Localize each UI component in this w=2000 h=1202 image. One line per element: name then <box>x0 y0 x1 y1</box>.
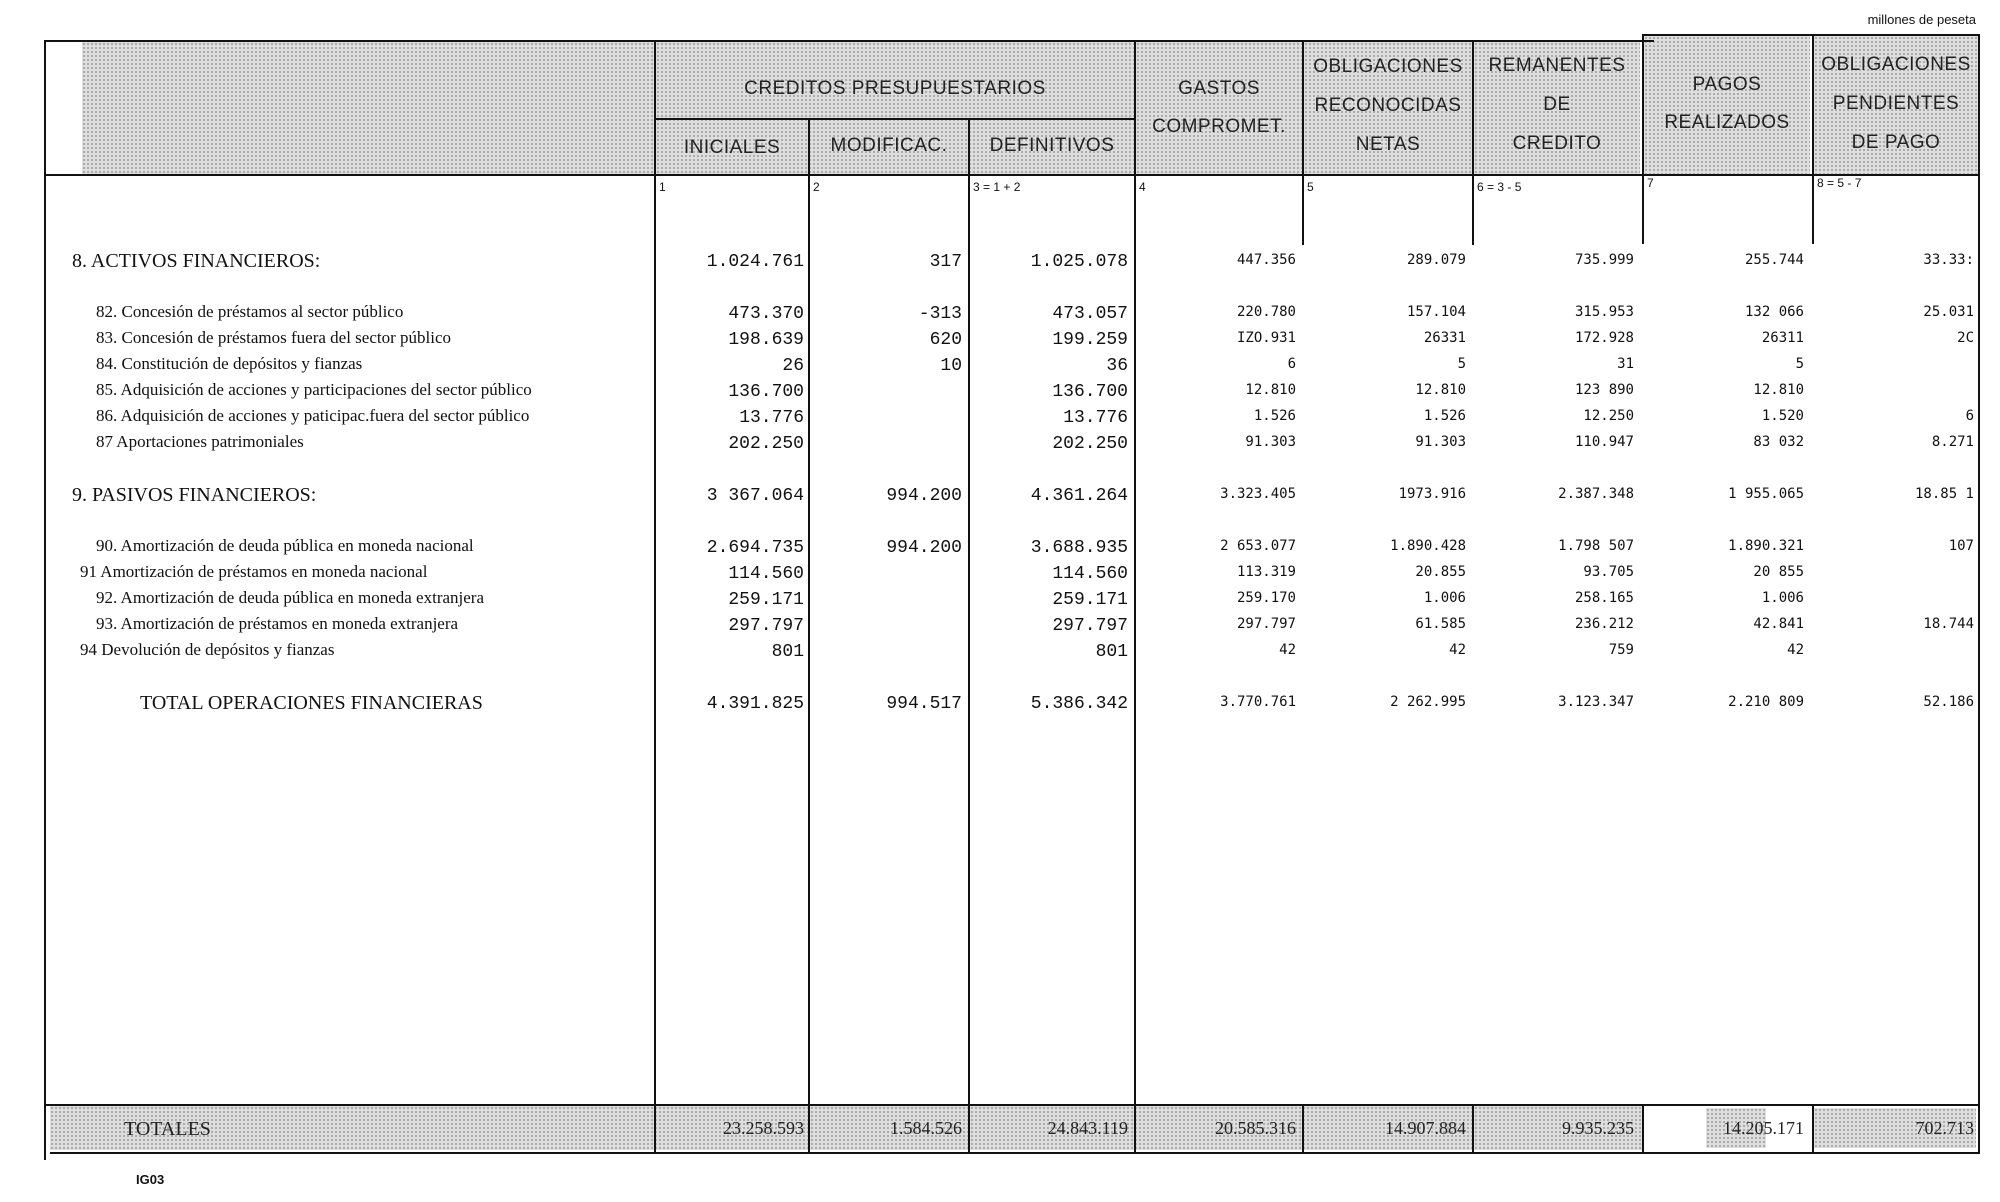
cell-col-4: 42 <box>1279 642 1296 658</box>
cell-col-2: 317 <box>929 252 962 272</box>
cell-col-7: 132 066 <box>1744 304 1804 320</box>
cell-col-3: 199.259 <box>1052 330 1128 350</box>
formula-col-5: 5 <box>1307 180 1314 194</box>
cell-col-4: 6 <box>1287 356 1296 372</box>
header-creditos-title: CREDITOS PRESUPUESTARIOS <box>744 78 1046 99</box>
cell-col-5: 157.104 <box>1406 304 1466 320</box>
cell-col-8: 107 <box>1948 538 1974 554</box>
row-label: 87 Aportaciones patrimoniales <box>96 432 304 451</box>
header-gastos-block <box>1136 42 1302 175</box>
cell-col-3: 3.688.935 <box>1030 538 1128 558</box>
cell-col-7: 1.006 <box>1761 590 1804 606</box>
header-bottom-border <box>44 174 1980 176</box>
formula-col-4: 4 <box>1139 180 1146 194</box>
cell-col-3: 259.171 <box>1052 590 1128 610</box>
cell-col-1: 3 367.064 <box>706 486 804 506</box>
header-pendientes-line3: DE PAGO <box>1851 132 1941 153</box>
col-sep-8b <box>1812 1104 1814 1154</box>
units-note: millones de peseta <box>1867 12 1976 27</box>
header-obligaciones-line3: NETAS <box>1355 134 1421 155</box>
cell-col-4: 1.526 <box>1253 408 1296 424</box>
cell-col-4: 297.797 <box>1236 616 1296 632</box>
cell-col-3: 297.797 <box>1052 616 1128 636</box>
cell-col-6: 735.999 <box>1574 252 1634 268</box>
header-pagos-line1: PAGOS <box>1692 74 1762 95</box>
total-col-3: 24.843.119 <box>1047 1118 1128 1138</box>
header-subdivider <box>656 118 1134 120</box>
row-label: 9. PASIVOS FINANCIEROS: <box>72 484 317 506</box>
cell-col-3: 136.700 <box>1052 382 1128 402</box>
cell-col-1: 13.776 <box>739 408 804 428</box>
header-remanentes-line2: DE <box>1543 94 1571 115</box>
cell-col-3: 4.361.264 <box>1030 486 1128 506</box>
cell-col-5: 5 <box>1457 356 1466 372</box>
cell-col-8: 2C <box>1957 330 1974 346</box>
col-sep-2 <box>808 118 810 1154</box>
row-label: 85. Adquisición de acciones y participaciones del sector público <box>96 380 532 399</box>
row-label: 84. Constitución de depósitos y fianzas <box>96 354 363 373</box>
col-sep-7 <box>1642 34 1644 244</box>
table-top-border-right <box>1642 34 1980 36</box>
header-pendientes-line1: OBLIGACIONES <box>1821 54 1971 75</box>
header-pagos-line2: REALIZADOS <box>1664 112 1790 133</box>
header-definitivos: DEFINITIVOS <box>989 135 1115 156</box>
row-label: 91 Amortización de préstamos en moneda nacional <box>80 562 428 581</box>
col-sep-5 <box>1302 40 1304 245</box>
cell-col-2: 994.200 <box>886 538 962 558</box>
cell-col-4: 12.810 <box>1245 382 1296 398</box>
header-modificac: MODIFICAC. <box>830 135 948 156</box>
cell-col-8: 18.85 1 <box>1914 486 1974 502</box>
cell-col-7: 5 <box>1795 356 1804 372</box>
total-col-5: 14.907.884 <box>1385 1118 1466 1138</box>
cell-col-7: 1 955.065 <box>1728 486 1804 502</box>
cell-col-4: 2 653.077 <box>1220 538 1296 554</box>
cell-col-6: 12.250 <box>1583 408 1634 424</box>
cell-col-3: 5.386.342 <box>1030 694 1128 714</box>
cell-col-5: 42 <box>1449 642 1466 658</box>
cell-col-8: 18.744 <box>1923 616 1974 632</box>
col-sep-3 <box>968 118 970 1154</box>
cell-col-1: 259.171 <box>728 590 804 610</box>
footer-code: IG03 <box>136 1172 165 1187</box>
cell-col-8: 33.33: <box>1923 252 1974 268</box>
col-sep-8 <box>1812 34 1814 244</box>
cell-col-4: 259.170 <box>1236 590 1296 606</box>
header-obligaciones-line2: RECONOCIDAS <box>1314 95 1462 116</box>
formula-col-6: 6 = 3 - 5 <box>1477 180 1522 194</box>
total-col-6: 9.935.235 <box>1562 1118 1634 1138</box>
cell-col-6: 123 890 <box>1574 382 1634 398</box>
total-col-7: 14.205.171 <box>1723 1118 1804 1138</box>
cell-col-7: 20 855 <box>1753 564 1804 580</box>
row-label: 92. Amortización de deuda pública en moneda extranjera <box>96 588 485 607</box>
header-label-area <box>82 42 654 175</box>
cell-col-5: 91.303 <box>1415 434 1466 450</box>
cell-col-3: 473.057 <box>1052 304 1128 324</box>
col-sep-6 <box>1472 40 1474 245</box>
cell-col-5: 289.079 <box>1406 252 1466 268</box>
header-iniciales: INICIALES <box>683 137 781 158</box>
cell-col-8: 6 <box>1965 408 1974 424</box>
cell-col-2: -313 <box>918 304 962 324</box>
table-right-border <box>1978 34 1980 1154</box>
cell-col-7: 83 032 <box>1753 434 1804 450</box>
cell-col-5: 1973.916 <box>1398 486 1466 502</box>
cell-col-7: 42.841 <box>1753 616 1804 632</box>
cell-col-1: 4.391.825 <box>706 694 804 714</box>
cell-col-3: 202.250 <box>1052 434 1128 454</box>
total-col-1: 23.258.593 <box>723 1118 804 1138</box>
col-sep-1 <box>654 40 656 1154</box>
formula-col-3: 3 = 1 + 2 <box>973 180 1021 194</box>
cell-col-3: 1.025.078 <box>1030 252 1128 272</box>
cell-col-4: 3.770.761 <box>1220 694 1296 710</box>
row-label: 83. Concesión de préstamos fuera del sector público <box>96 328 452 347</box>
cell-col-5: 61.585 <box>1415 616 1466 632</box>
totals-bottom-border <box>50 1152 1978 1154</box>
cell-col-5: 1.526 <box>1423 408 1466 424</box>
cell-col-6: 1.798 507 <box>1558 538 1634 554</box>
cell-col-6: 93.705 <box>1583 564 1634 580</box>
cell-col-1: 202.250 <box>728 434 804 454</box>
cell-col-4: 113.319 <box>1236 564 1296 580</box>
cell-col-1: 114.560 <box>728 564 804 584</box>
cell-col-7: 1.520 <box>1761 408 1804 424</box>
cell-col-4: 91.303 <box>1245 434 1296 450</box>
header-gastos-line2: COMPROMET. <box>1152 116 1286 137</box>
formula-col-2: 2 <box>813 180 820 194</box>
cell-col-2: 994.517 <box>886 694 962 714</box>
total-col-4: 20.585.316 <box>1215 1118 1296 1138</box>
cell-col-5: 2 262.995 <box>1390 694 1466 710</box>
total-col-8: 702.713 <box>1915 1118 1974 1138</box>
cell-col-5: 12.810 <box>1415 382 1466 398</box>
cell-col-5: 1.006 <box>1423 590 1466 606</box>
cell-col-6: 236.212 <box>1574 616 1634 632</box>
cell-col-3: 801 <box>1095 642 1128 662</box>
col-sep-4 <box>1134 40 1136 1154</box>
total-col-2: 1.584.526 <box>890 1118 962 1138</box>
row-label: 94 Devolución de depósitos y fianzas <box>80 640 335 659</box>
cell-col-5: 26331 <box>1423 330 1466 346</box>
cell-col-6: 315.953 <box>1574 304 1634 320</box>
cell-col-1: 136.700 <box>728 382 804 402</box>
cell-col-2: 994.200 <box>886 486 962 506</box>
row-label: 8. ACTIVOS FINANCIEROS: <box>72 250 321 272</box>
totals-label: TOTALES <box>124 1118 211 1140</box>
row-label: 82. Concesión de préstamos al sector público <box>96 302 404 321</box>
cell-col-4: 220.780 <box>1236 304 1296 320</box>
cell-col-1: 297.797 <box>728 616 804 636</box>
header-remanentes-line1: REMANENTES <box>1488 55 1626 76</box>
cell-col-8: 8.271 <box>1931 434 1974 450</box>
cell-col-1: 198.639 <box>728 330 804 350</box>
cell-col-6: 2.387.348 <box>1558 486 1634 502</box>
cell-col-3: 114.560 <box>1052 564 1128 584</box>
cell-col-7: 2.210 809 <box>1728 694 1804 710</box>
cell-col-4: 447.356 <box>1236 252 1296 268</box>
cell-col-3: 13.776 <box>1063 408 1128 428</box>
cell-col-8: 52.186 <box>1923 694 1974 710</box>
cell-col-7: 26311 <box>1761 330 1804 346</box>
cell-col-6: 31 <box>1617 356 1634 372</box>
table-top-border <box>44 40 1654 42</box>
cell-col-1: 1.024.761 <box>706 252 804 272</box>
row-label: 90. Amortización de deuda pública en moneda nacional <box>96 536 474 555</box>
cell-col-7: 12.810 <box>1753 382 1804 398</box>
header-gastos-line1: GASTOS <box>1178 78 1260 99</box>
row-label: 86. Adquisición de acciones y paticipac.fuera del sector público <box>96 406 530 425</box>
cell-col-1: 2.694.735 <box>706 538 804 558</box>
cell-col-1: 473.370 <box>728 304 804 324</box>
cell-col-4: IZO.931 <box>1236 330 1296 346</box>
cell-col-7: 42 <box>1787 642 1804 658</box>
cell-col-8: 25.031 <box>1923 304 1974 320</box>
cell-col-6: 258.165 <box>1574 590 1634 606</box>
col-sep-6b <box>1472 1104 1474 1154</box>
cell-col-3: 36 <box>1106 356 1128 376</box>
col-sep-5b <box>1302 1104 1304 1154</box>
header-pendientes-line2: PENDIENTES <box>1832 93 1960 114</box>
cell-col-6: 110.947 <box>1574 434 1634 450</box>
cell-col-5: 20.855 <box>1415 564 1466 580</box>
cell-col-4: 3.323.405 <box>1220 486 1296 502</box>
cell-col-6: 172.928 <box>1574 330 1634 346</box>
formula-col-8: 8 = 5 - 7 <box>1817 176 1862 190</box>
row-label: 93. Amortización de préstamos en moneda extranjera <box>96 614 459 633</box>
cell-col-5: 1.890.428 <box>1390 538 1466 554</box>
formula-col-7: 7 <box>1647 176 1654 190</box>
cell-col-6: 759 <box>1608 642 1634 658</box>
header-obligaciones-line1: OBLIGACIONES <box>1313 56 1463 77</box>
cell-col-7: 1.890.321 <box>1728 538 1804 554</box>
totals-top-border <box>44 1104 1980 1106</box>
col-sep-7b <box>1642 1104 1644 1154</box>
cell-col-7: 255.744 <box>1744 252 1804 268</box>
formula-col-1: 1 <box>659 180 666 194</box>
cell-col-2: 620 <box>929 330 962 350</box>
header-remanentes-line3: CREDITO <box>1512 133 1602 154</box>
table-left-border <box>44 40 46 1160</box>
cell-col-6: 3.123.347 <box>1558 694 1634 710</box>
cell-col-1: 26 <box>782 356 804 376</box>
cell-col-1: 801 <box>771 642 804 662</box>
cell-col-2: 10 <box>940 356 962 376</box>
row-label: TOTAL OPERACIONES FINANCIERAS <box>140 692 483 714</box>
